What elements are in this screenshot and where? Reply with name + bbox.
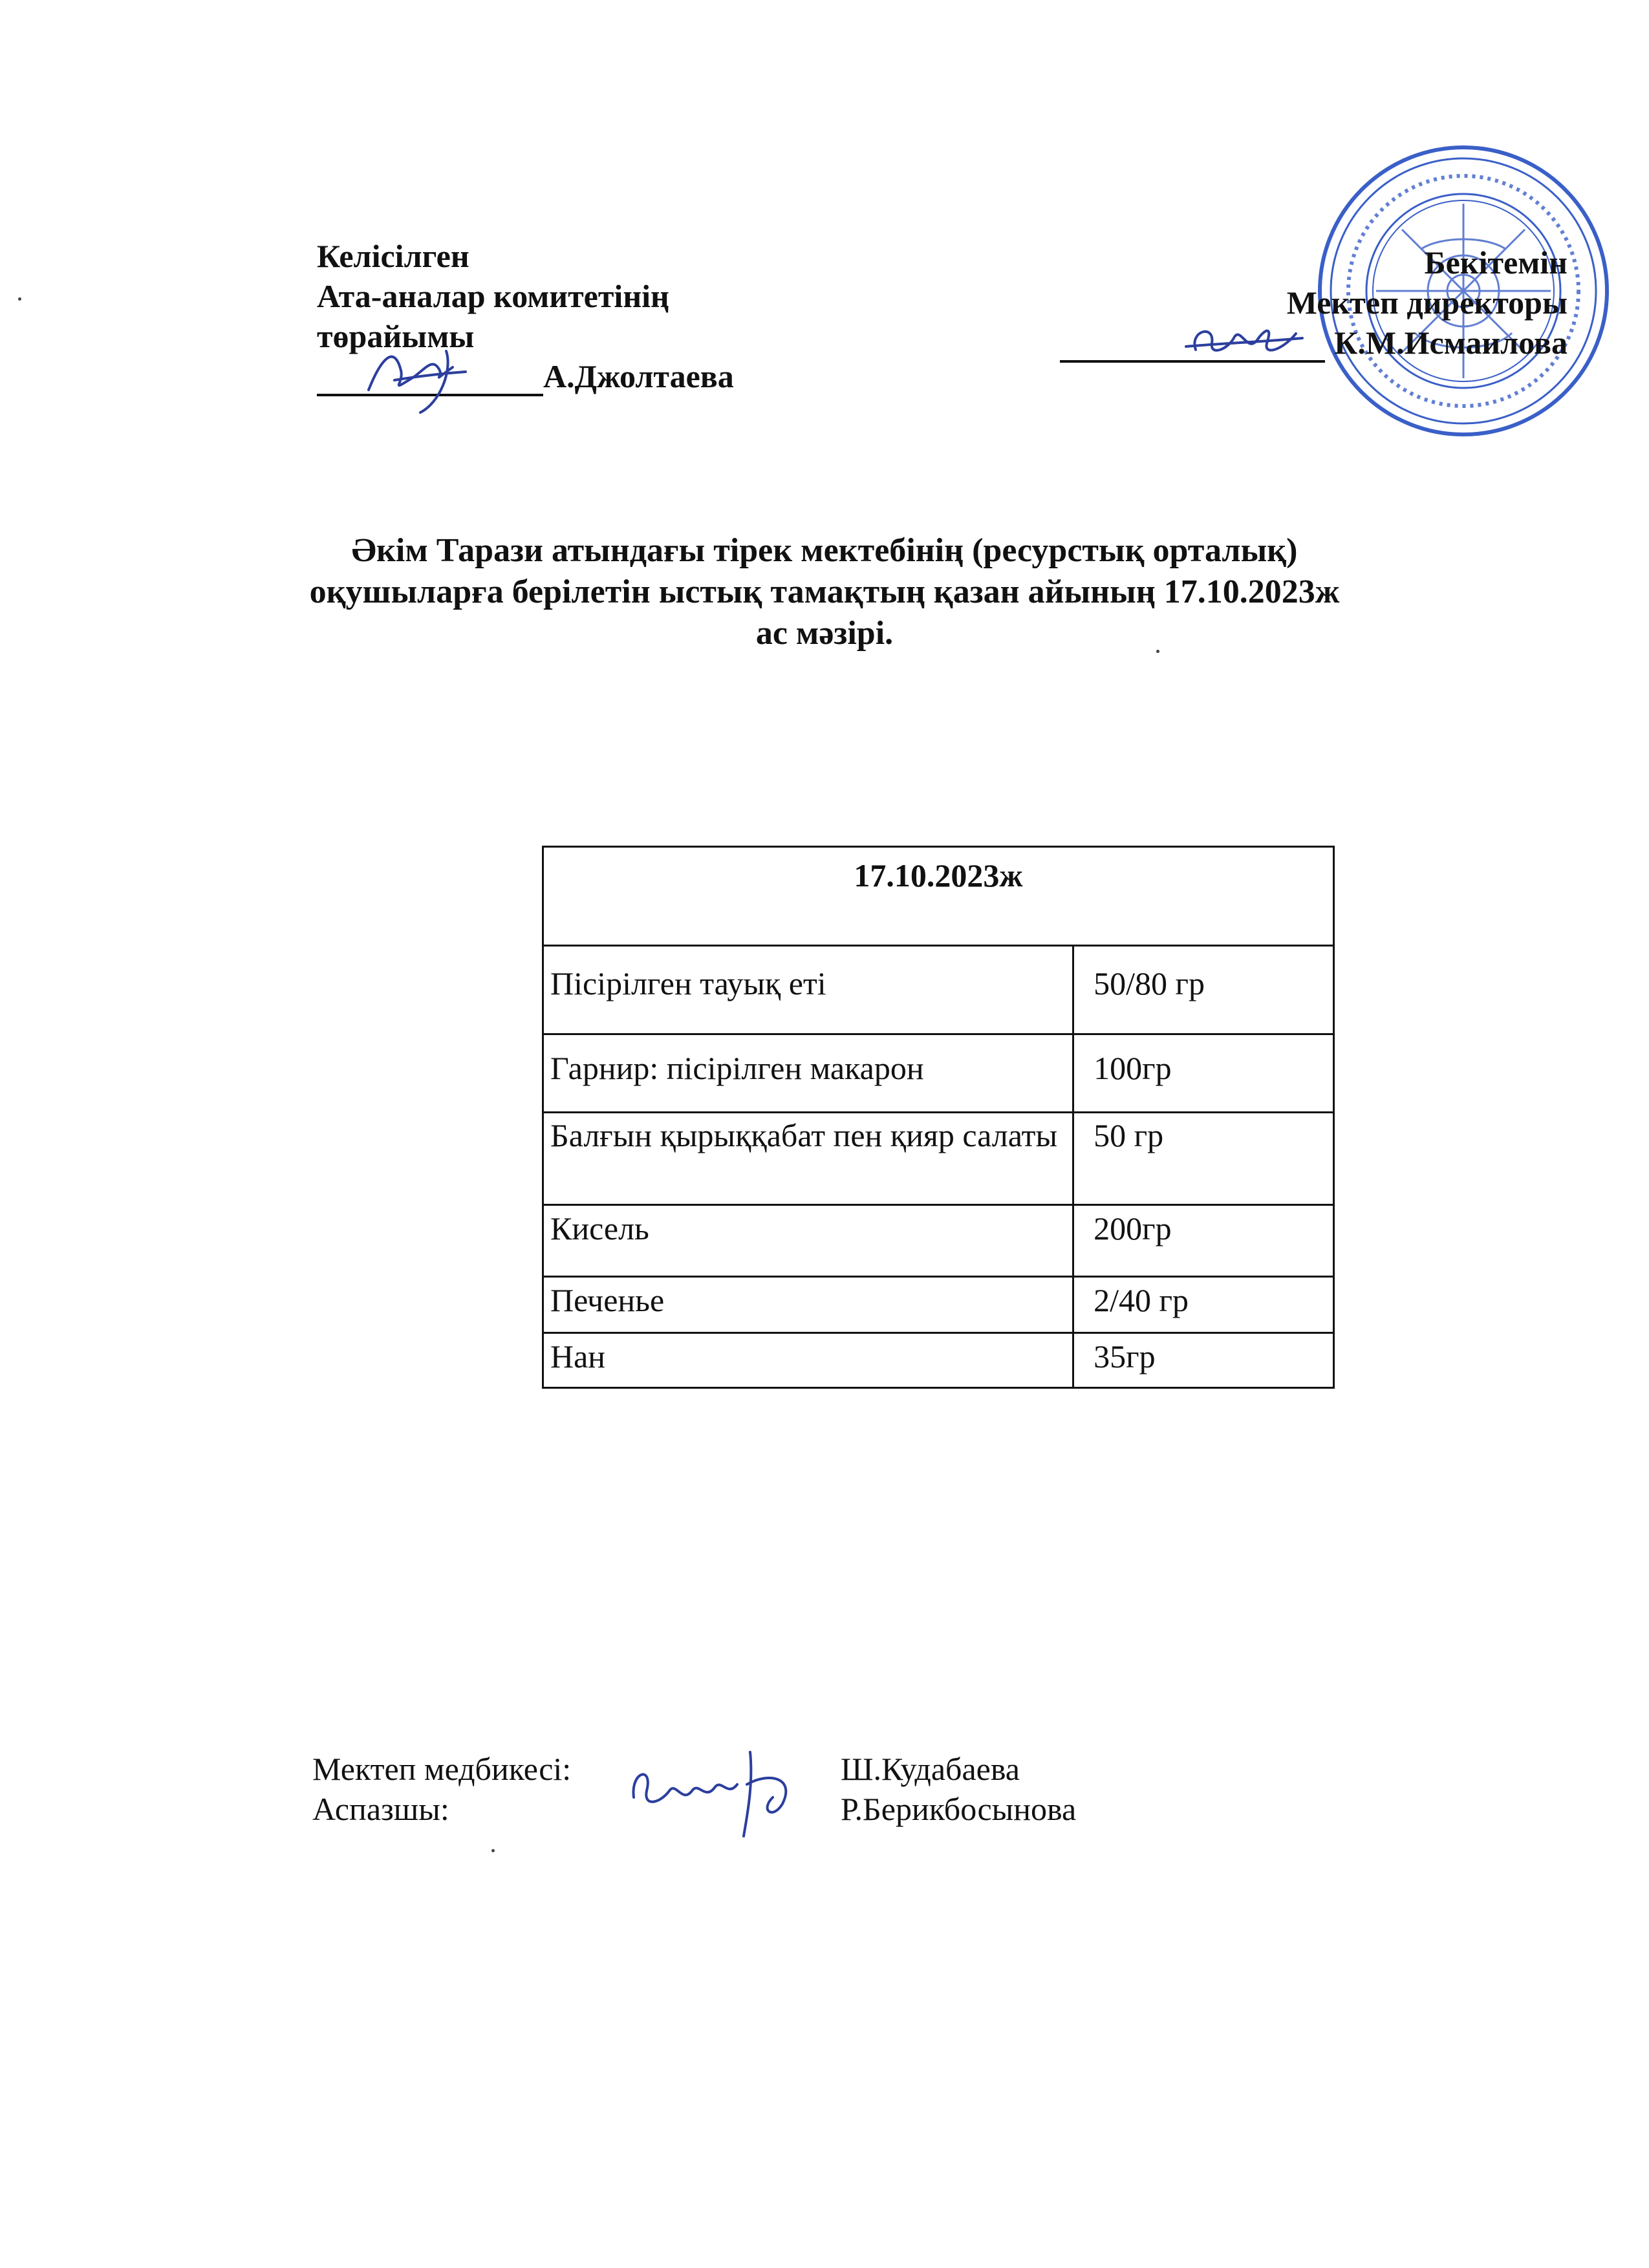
director-signature [1183, 305, 1306, 369]
menu-item-qty: 50 гр [1073, 1113, 1334, 1205]
parents-committee-label: Ата-аналар комитетінің [317, 278, 669, 314]
director-name: К.М.Исмаилова [1334, 325, 1568, 361]
menu-table [542, 846, 1335, 1389]
approve-label: Бекітемін [1424, 244, 1568, 281]
nurse-label: Мектеп медбикесі: [312, 1751, 572, 1787]
table-row [543, 1034, 1334, 1113]
director-label: Мектеп директоры [1286, 284, 1568, 321]
chairperson-name: А.Джолтаева [543, 358, 734, 394]
menu-item-name: Кисель [543, 1205, 1073, 1277]
table-row [543, 946, 1334, 1034]
menu-item-name: Печенье [543, 1277, 1073, 1333]
title-line-3: ас мәзірі. [755, 615, 894, 652]
menu-table-header-row [543, 847, 1334, 946]
menu-item-qty: 100гр [1073, 1034, 1334, 1113]
scan-speck [18, 297, 21, 301]
table-row [543, 1113, 1334, 1205]
signature-line-right [1060, 324, 1325, 363]
cook-label: Аспазшы: [312, 1791, 449, 1827]
menu-item-qty: 50/80 гр [1073, 946, 1334, 1034]
signature-line-left [317, 358, 543, 396]
table-row [543, 1333, 1334, 1388]
footer-labels [312, 1749, 571, 1829]
footer-names [841, 1749, 1076, 1829]
menu-date-header: 17.10.2023ж [543, 847, 1334, 946]
scan-speck [491, 1849, 495, 1852]
menu-item-name: Пісірілген тауық еті [543, 946, 1073, 1034]
agreed-label: Келісілген [317, 238, 469, 274]
chairperson-signature [356, 332, 485, 416]
menu-item-qty: 35гр [1073, 1333, 1334, 1388]
title-line-1: Әкім Тарази атындағы тірек мектебінің (ресурстық орталық) [351, 532, 1298, 569]
chairperson-label: төрайымы [317, 318, 475, 354]
document-title [0, 530, 1649, 654]
menu-item-name: Гарнир: пісірілген макарон [543, 1034, 1073, 1113]
menu-item-name: Нан [543, 1333, 1073, 1388]
nurse-signature [621, 1746, 808, 1843]
table-row [543, 1205, 1334, 1277]
approval-right-block [1060, 242, 1568, 363]
menu-item-qty: 200гр [1073, 1205, 1334, 1277]
menu-item-qty: 2/40 гр [1073, 1277, 1334, 1333]
title-line-2: оқушыларға берілетін ыстық тамақтың қазан айының 17.10.2023ж [309, 573, 1340, 610]
nurse-name: Ш.Кудабаева [841, 1751, 1020, 1787]
scan-speck [1156, 650, 1159, 653]
cook-name: Р.Берикбосынова [841, 1791, 1077, 1827]
approval-left-block [317, 236, 734, 396]
left-signature-row [317, 356, 734, 396]
right-signature-row [1060, 323, 1568, 363]
menu-item-name: Балғын қырыққабат пен қияр салаты [543, 1113, 1073, 1205]
table-row [543, 1277, 1334, 1333]
